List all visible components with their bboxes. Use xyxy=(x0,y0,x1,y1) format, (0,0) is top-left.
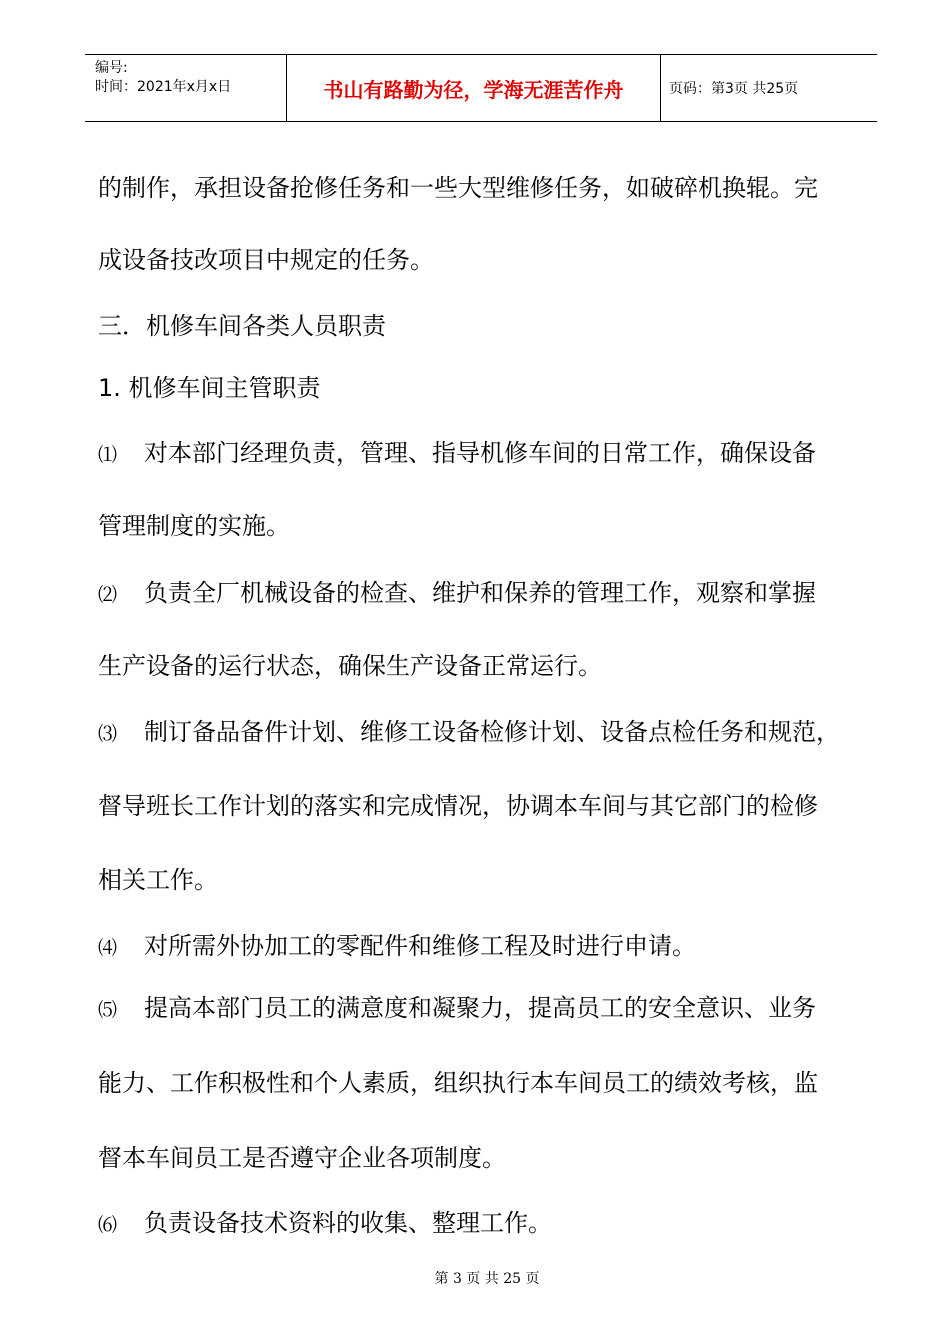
page-footer: 第 3 页 共 25 页 xyxy=(434,1271,540,1287)
header-divider-right xyxy=(660,55,661,121)
item-number: ⑶ xyxy=(98,723,118,745)
page-header xyxy=(85,54,877,122)
list-item-3-cont: 督导班长工作计划的落实和完成情况，协调本车间与其它部门的检修 xyxy=(98,792,818,820)
item-number: ⑷ xyxy=(98,937,118,959)
item-text: 提高本部门员工的满意度和凝聚力，提高员工的安全意识、业务 xyxy=(144,994,816,1022)
list-item-2 xyxy=(98,573,816,608)
paragraph-line: 成设备技改项目中规定的任务。 xyxy=(98,246,434,274)
list-item-4 xyxy=(98,926,696,961)
list-item-2-cont: 生产设备的运行状态，确保生产设备正常运行。 xyxy=(98,652,602,680)
item-number: ⑵ xyxy=(98,584,118,606)
serial-label: 编号: xyxy=(95,60,128,76)
header-meta xyxy=(95,59,231,97)
list-item-5-cont: 能力、工作积极性和个人素质，组织执行本车间员工的绩效考核，监 xyxy=(98,1069,818,1097)
item-text: 负责设备技术资料的收集、整理工作。 xyxy=(144,1209,552,1237)
item-number: ⑹ xyxy=(98,1214,118,1236)
list-item-1 xyxy=(98,433,816,468)
item-text: 制订备品备件计划、维修工设备检修计划、设备点检任务和规范， xyxy=(144,718,840,746)
section-heading: 三．机修车间各类人员职责 xyxy=(98,312,386,340)
sub-heading: 1. 机修车间主管职责 xyxy=(98,374,321,402)
header-motto: 书山有路勤为径，学海无涯苦作舟 xyxy=(323,77,624,102)
list-item-1-cont: 管理制度的实施。 xyxy=(98,512,290,540)
item-number: ⑸ xyxy=(98,999,118,1021)
header-page-info: 页码：第3页 共25页 xyxy=(669,81,799,97)
item-number: ⑴ xyxy=(98,444,118,466)
list-item-6 xyxy=(98,1203,552,1238)
item-text: 对本部门经理负责，管理、指导机修车间的日常工作，确保设备 xyxy=(144,439,816,467)
paragraph-line: 的制作，承担设备抢修任务和一些大型维修任务，如破碎机换辊。完 xyxy=(98,174,818,202)
item-text: 负责全厂机械设备的检查、维护和保养的管理工作，观察和掌握 xyxy=(144,579,816,607)
item-text: 对所需外协加工的零配件和维修工程及时进行申请。 xyxy=(144,932,696,960)
date-label: 时间：2021年x月x日 xyxy=(95,79,232,95)
list-item-5 xyxy=(98,988,816,1023)
list-item-3 xyxy=(98,712,840,747)
list-item-3-cont: 相关工作。 xyxy=(98,866,218,894)
list-item-5-cont: 督本车间员工是否遵守企业各项制度。 xyxy=(98,1144,506,1172)
